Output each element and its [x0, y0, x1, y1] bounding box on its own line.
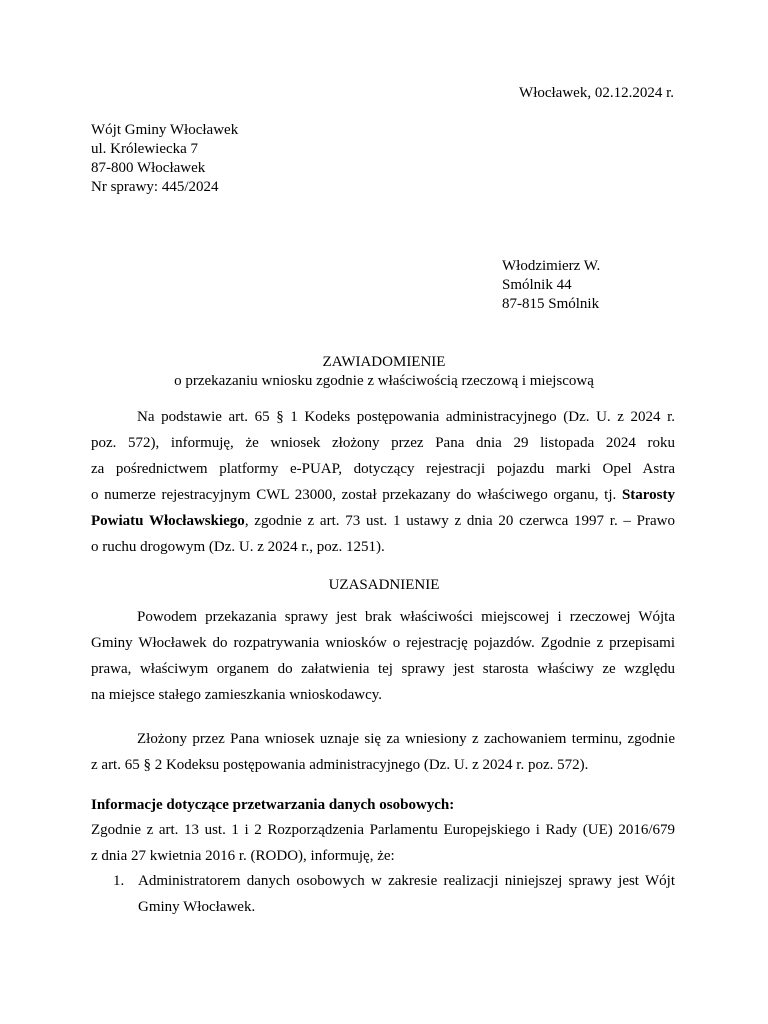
recipient-address-block	[502, 257, 600, 314]
justification-heading: UZASADNIENIE	[328, 577, 440, 593]
authority-name-bold: Powiatu Włocławskiego	[91, 513, 245, 529]
case-number: Nr sprawy: 445/2024	[91, 179, 219, 195]
rodo-intro	[91, 817, 675, 869]
list-item	[138, 868, 675, 920]
paragraph-line: prawa, właściwym organem do załatwienia tej sprawy jest starosta właściwy ze względu	[91, 661, 675, 677]
paragraph-line: za pośrednictwem platformy e-PUAP, dotyczący rejestracji pojazdu marki Opel Astra	[91, 461, 675, 477]
paragraph-line: o ruchu drogowym (Dz. U. z 2024 r., poz. 1251).	[91, 539, 385, 555]
recipient-street: Smólnik 44	[502, 277, 572, 293]
paragraph-text: o numerze rejestracyjnym CWL 23000, został przekazany do właściwego organu, tj.	[91, 487, 617, 503]
list-item-line: Administratorem danych osobowych w zakresie realizacji niniejszej sprawy jest Wójt	[138, 873, 675, 889]
document-subtitle: o przekazaniu wniosku zgodnie z właściwością rzeczową i miejscową	[174, 373, 594, 389]
recipient-city: 87-815 Smólnik	[502, 296, 600, 312]
authority-name-bold: Starosty	[621, 487, 675, 503]
paragraph-line: Na podstawie art. 65 § 1 Kodeks postępowania administracyjnego (Dz. U. z 2024 r.	[137, 409, 675, 425]
document-title-block	[0, 353, 768, 391]
paragraph-line: poz. 572), informuję, że wniosek złożony przez Pana dnia 29 listopada 2024 roku	[91, 435, 675, 451]
list-item-number: 1.	[113, 873, 125, 889]
justification-paragraph	[91, 604, 675, 708]
paragraph-line: Złożony przez Pana wniosek uznaje się za wniesiony z zachowaniem terminu, zgodnie	[137, 731, 675, 747]
paragraph-line: z dnia 27 kwietnia 2016 r. (RODO), informuję, że:	[91, 848, 395, 864]
list-item-line: Gminy Włocławek.	[138, 899, 256, 915]
deadline-paragraph	[91, 726, 675, 778]
sender-address-block	[91, 121, 238, 197]
paragraph-line: z art. 65 § 2 Kodeksu postępowania administracyjnego (Dz. U. z 2024 r. poz. 572).	[91, 757, 589, 773]
notice-paragraph	[91, 404, 675, 560]
paragraph-line: na miejsce stałego zamieszkania wnioskodawcy.	[91, 687, 383, 703]
sender-street: ul. Królewiecka 7	[91, 141, 199, 157]
paragraph-line: Powodem przekazania sprawy jest brak właściwości miejscowej i rzeczowej Wójta	[137, 609, 675, 625]
sender-name: Wójt Gminy Włocławek	[91, 122, 239, 138]
paragraph-line: Zgodnie z art. 13 ust. 1 i 2 Rozporządzenia Parlamentu Europejskiego i Rady (UE) 2016/679	[91, 822, 675, 838]
paragraph-text: , zgodnie z art. 73 ust. 1 ustawy z dnia 20 czerwca 1997 r. – Prawo	[244, 513, 676, 529]
paragraph-line	[91, 508, 675, 534]
document-date: Włocławek, 02.12.2024 r.	[519, 85, 674, 101]
paragraph-line: Gminy Włocławek do rozpatrywania wniosków o rejestrację pojazdów. Zgodnie z przepisami	[91, 635, 675, 651]
document-title: ZAWIADOMIENIE	[322, 354, 446, 370]
recipient-name: Włodzimierz W.	[502, 258, 601, 274]
paragraph-line	[91, 482, 675, 508]
sender-city: 87-800 Włocławek	[91, 160, 206, 176]
rodo-heading: Informacje dotyczące przetwarzania danych osobowych:	[91, 797, 455, 813]
